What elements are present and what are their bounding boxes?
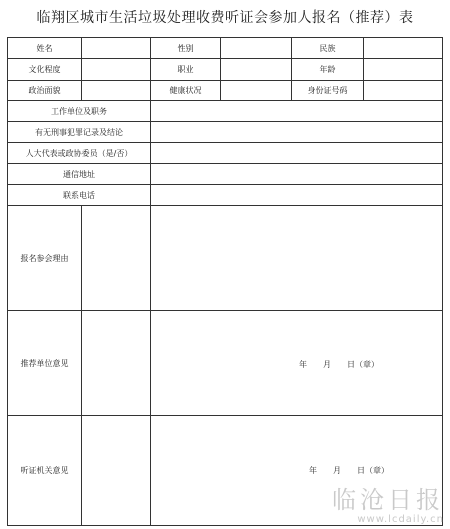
ethnicity-label: 民族 — [319, 43, 336, 53]
health-field[interactable] — [221, 81, 291, 100]
recommender-date-stamp: 年 月 日（章） — [299, 360, 379, 369]
age-field[interactable] — [364, 59, 442, 80]
education-label: 文化程度 — [28, 65, 61, 74]
criminal-record-label: 有无刑事犯罪记录及结论 — [35, 127, 123, 137]
recommender-opinion-label: 推荐单位意见 — [20, 358, 69, 368]
table-border-right — [442, 37, 443, 526]
reason-label: 报名参会理由 — [20, 253, 69, 263]
form-title: 临翔区城市生活垃圾处理收费听证会参加人报名（推荐）表 — [36, 10, 414, 26]
health-label: 健康状况 — [169, 86, 202, 95]
watermark-text: 临沧日报 — [332, 486, 444, 514]
gender-label: 性别 — [177, 43, 194, 53]
name-field[interactable] — [82, 38, 150, 58]
gender-field[interactable] — [221, 38, 291, 58]
occupation-field[interactable] — [221, 59, 291, 80]
authority-opinion-label: 听证机关意见 — [20, 466, 69, 475]
address-field[interactable] — [151, 164, 442, 184]
watermark-url: www.lcdaily.cn — [357, 514, 444, 525]
phone-field[interactable] — [151, 185, 442, 205]
npc-cppcc-label: 人大代表或政协委员（是/否） — [25, 148, 133, 158]
ethnicity-field[interactable] — [364, 38, 442, 58]
registration-form — [7, 37, 443, 526]
political-status-field[interactable] — [82, 81, 150, 100]
occupation-label: 职业 — [177, 65, 194, 74]
political-status-label: 政治面貌 — [28, 86, 61, 95]
authority-date-stamp: 年 月 日（章） — [309, 466, 389, 475]
work-unit-field[interactable] — [151, 101, 442, 121]
criminal-record-field[interactable] — [151, 122, 442, 142]
age-label: 年龄 — [319, 65, 336, 74]
name-label: 姓名 — [36, 43, 53, 53]
work-unit-label: 工作单位及职务 — [51, 106, 107, 116]
recommender-opinion-field[interactable] — [82, 311, 442, 415]
address-label: 通信地址 — [63, 169, 95, 179]
education-field[interactable] — [82, 59, 150, 80]
phone-label: 联系电话 — [63, 190, 95, 200]
table-border-bottom — [7, 525, 443, 526]
id-number-label: 身份证号码 — [307, 86, 348, 95]
reason-field[interactable] — [82, 206, 442, 310]
npc-cppcc-field[interactable] — [151, 143, 442, 163]
id-number-field[interactable] — [364, 81, 442, 100]
